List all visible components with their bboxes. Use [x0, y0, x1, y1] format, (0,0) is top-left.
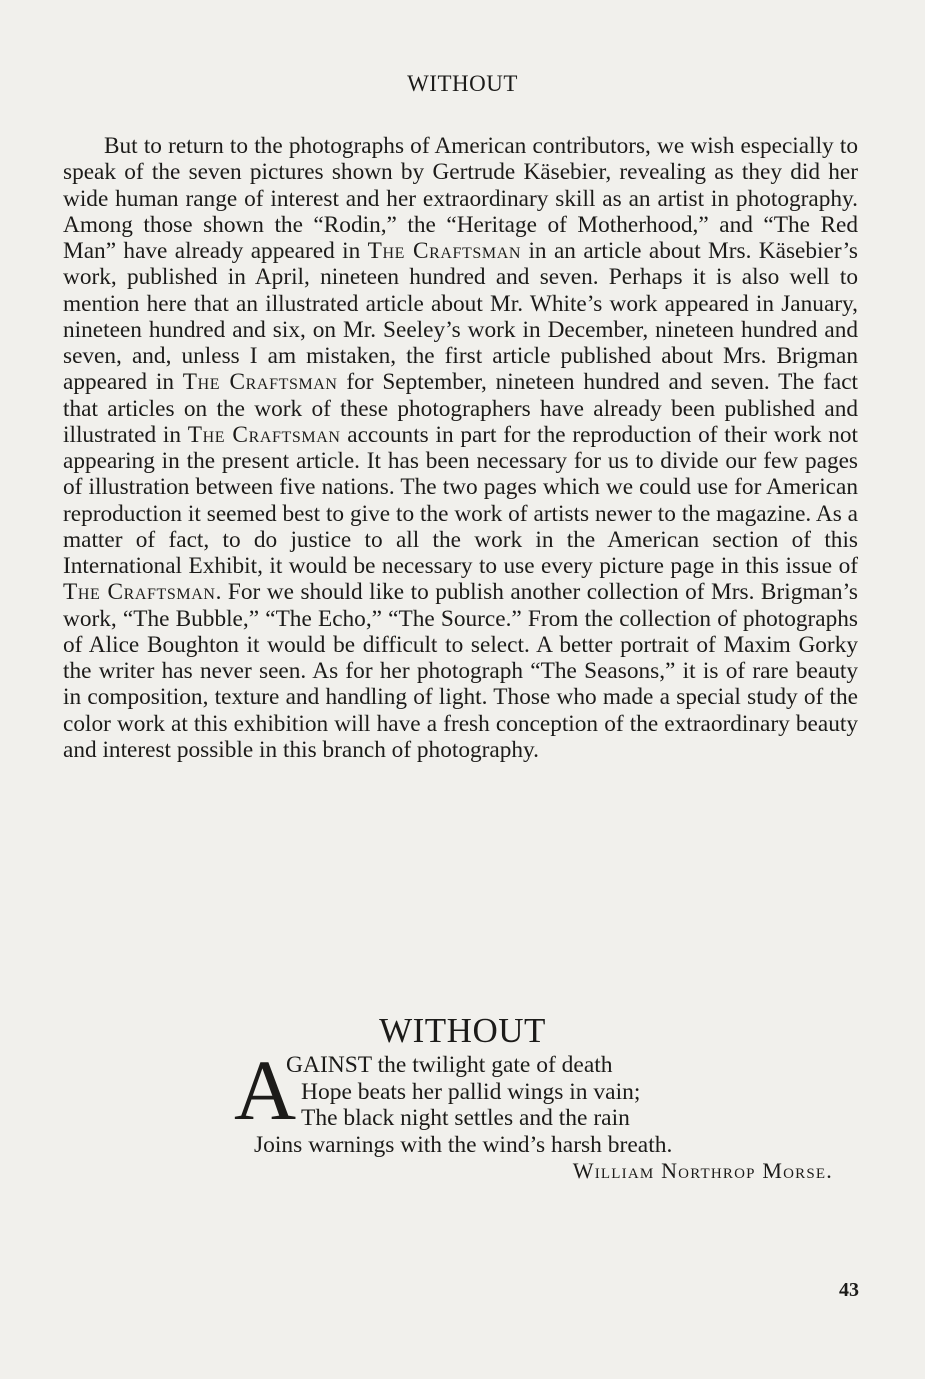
magazine-name: The Craftsman [367, 238, 522, 264]
paragraph-text: . For we should like to publish another collection of Mrs. Brigman’s work, “The Bubble,” “The Echo,” “The Source.” From the collection of photographs of Alice Boughton it would be difficult to select. A better portrait of Maxim Gorky the writer has never seen. As for her photograph “The Seasons,” it is of rare beauty in composition, texture and handling of light. Those who made a special study of the color work at this exhibition will have a fresh conception of the extraordinary beauty and interest possible in this branch of photography. [63, 579, 858, 763]
paragraph-text: accounts in part for the reproduction of their work not appearing in the present article. It has been necessary for us to divide our few pages of illustration between five nations. The two pages which we could use for American reproduction it seemed best to give to the work of artists newer to the magazine. As a matter of fact, to do justice to all the work in the American section of this International Exhibit, it would be necessary to use every picture page in this issue of [63, 421, 859, 579]
poem [228, 1042, 848, 1158]
paragraph-text: in an article about Mrs. Käsebier’s work, published in April, nineteen hundred and seven. Perhaps it is also well to mention here that an illustrated article about Mr. White’s work appeared in January, nineteen hundred and six, on Mr. Seeley’s work in December, nineteen hundred and seven, and, unless I am mistaken, the first article published about Mrs. Brigman appeared in [63, 238, 858, 396]
magazine-name: The Craftsman [182, 369, 338, 396]
magazine-name: The Craftsman [187, 421, 341, 448]
page-number: 43 [839, 1279, 859, 1301]
poem-title: WITHOUT [379, 1011, 546, 1050]
poem-line: GAINST the twilight gate of death [286, 1052, 613, 1078]
magazine-name: The Craftsman [63, 579, 216, 606]
poem-line: The black night settles and the rain [301, 1105, 630, 1131]
article-paragraph [63, 133, 858, 763]
drop-cap: A [234, 1042, 297, 1138]
poem-line: Joins warnings with the wind’s harsh breath. [254, 1131, 673, 1158]
poem-author: William Northrop Morse. [572, 1158, 833, 1183]
running-head: WITHOUT [407, 71, 518, 96]
poem-line: Hope beats her pallid wings in vain; [301, 1078, 641, 1105]
paragraph-text: But to return to the photographs of American contributors, we wish especially to speak of the seven pictures shown by Gertrude Käsebier, revealing as they did her wide human range of interest and her extraordinary skill as an artist in photography. Among those shown the “Rodin,” the “Heritage of Motherhood,” and “The Red Man” have already appeared in [63, 133, 858, 264]
paragraph-text: for September, nineteen hundred and seven. The fact that articles on the work of these photographers have already been published and illustrated in [63, 369, 859, 448]
